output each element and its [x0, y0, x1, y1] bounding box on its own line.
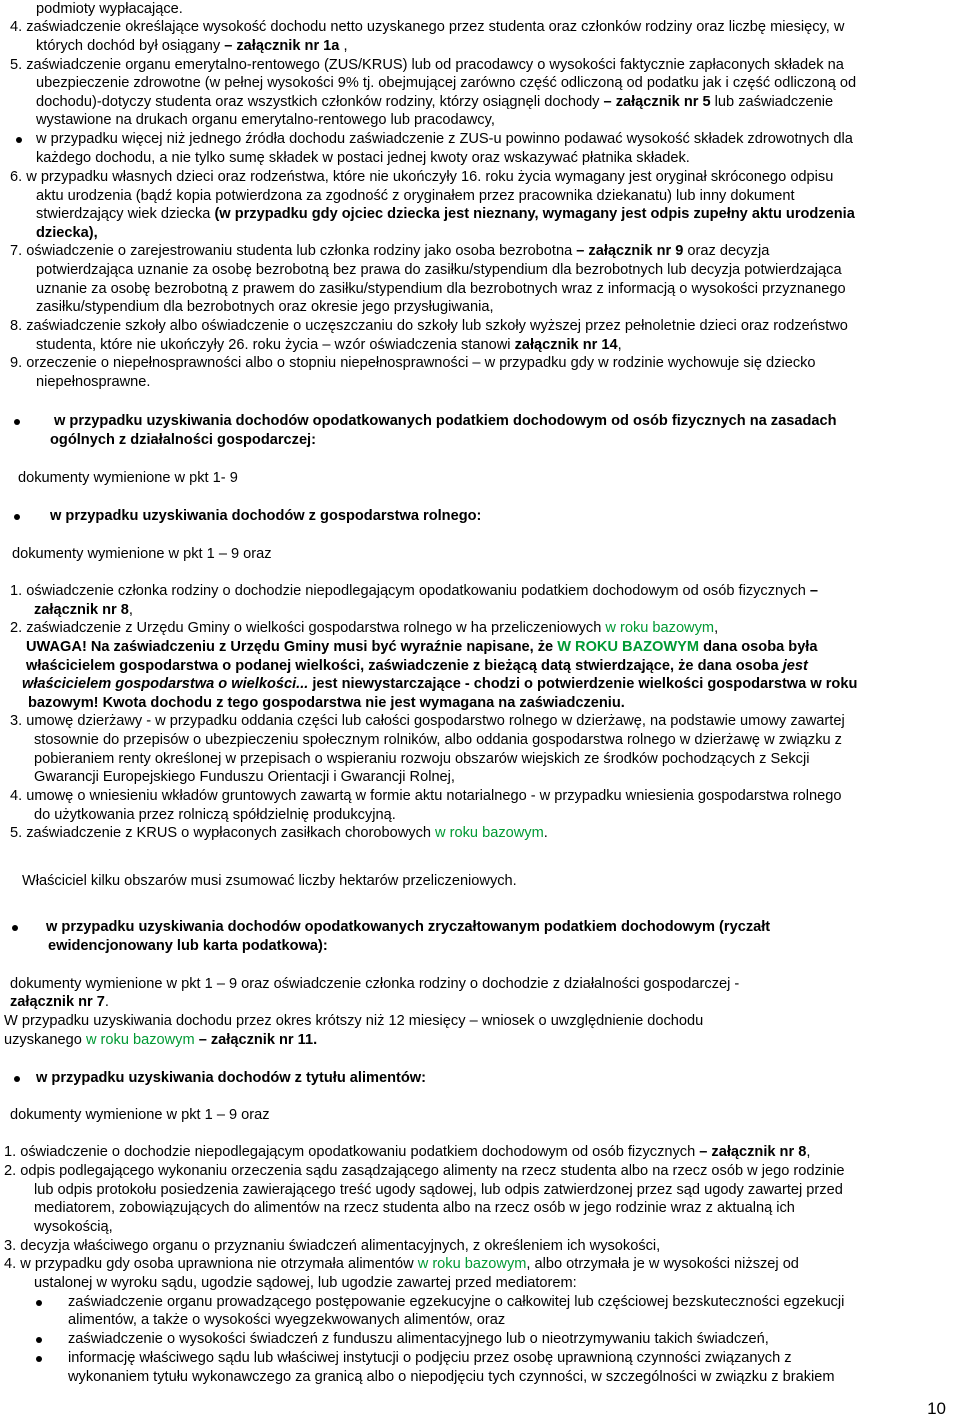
text-line [50, 431, 316, 450]
bullet-icon [12, 925, 18, 931]
text-run: załącznik nr 7 [10, 994, 105, 1010]
text-run: w przypadku uzyskiwania dochodów z gospodarstwa rolnego: [50, 508, 482, 524]
text-line [10, 582, 818, 601]
bullet-icon [36, 1300, 42, 1306]
text-run: mediatorem, zobowiązujących do alimentów na rzecz studenta albo na rzecz osób w jego rodzinie wraz z aktualną ich [34, 1200, 795, 1216]
text-line [10, 242, 769, 261]
text-run: . [104, 994, 109, 1010]
text-run: właścicielem gospodarstwa o wielkości... [22, 676, 309, 692]
text-line [50, 507, 481, 526]
text-run: ewidencjonowany lub karta podatkowa): [48, 938, 328, 954]
text-run: 9. orzeczenie o niepełnosprawności albo o stopniu niepełnosprawności – w przypadku gdy w rodzinie wychowuje się dziecko [10, 355, 816, 371]
text-line [36, 224, 98, 243]
text-run: (w przypadku gdy ojciec dziecka jest nieznany, wymagany jest odpis zupełny aktu urodzenia [214, 206, 855, 222]
text-line [34, 1199, 795, 1218]
text-line [34, 1181, 843, 1200]
text-run: aktu urodzenia (bądź kopia potwierdzona za zgodność z oryginałem przez pracownika dziekanatu) lub inny dokument [36, 188, 795, 204]
text-line [22, 872, 517, 891]
text-run: , [617, 337, 622, 353]
text-line [36, 111, 495, 130]
text-line [36, 37, 348, 56]
text-line [10, 824, 548, 843]
text-run: dokumenty wymienione w pkt 1 – 9 oraz [12, 546, 272, 562]
text-line [36, 373, 150, 392]
text-line [36, 336, 622, 355]
text-line [10, 1106, 270, 1125]
text-line [10, 993, 109, 1012]
text-run: niepełnosprawne. [36, 374, 151, 390]
text-line [4, 1143, 810, 1162]
text-line [46, 918, 770, 937]
text-line [36, 298, 494, 317]
text-line [10, 18, 844, 37]
text-run: informację właściwego sądu lub właściwej instytucji o podjęciu przez osobę uprawnioną czynności związanych z [68, 1350, 792, 1366]
text-line [34, 731, 842, 750]
text-run: w przypadku uzyskiwania dochodów z tytułu alimentów: [36, 1070, 427, 1086]
text-line [4, 1031, 317, 1050]
text-line [10, 56, 844, 75]
text-run: – załącznik nr 1a [224, 38, 340, 54]
text-run: w roku bazowym [435, 825, 544, 841]
text-run: ubezpieczenie zdrowotne (w pełnej wysokości 9% tj. obejmującej zarówno część odliczoną od podatku jak i część odliczoną od [36, 75, 857, 91]
text-line [26, 657, 808, 676]
text-line [36, 149, 690, 168]
text-run: zaświadczenie o wysokości świadczeń z funduszu alimentacyjnego lub o nieotrzymywaniu takich świadczeń, [68, 1331, 769, 1347]
text-run: w roku bazowym [85, 1032, 195, 1048]
text-run: ogólnych z działalności gospodarczej: [50, 432, 316, 448]
bullet-icon [14, 1076, 20, 1082]
text-line [36, 1069, 426, 1088]
text-run: . [543, 825, 548, 841]
text-run: dziecka), [36, 225, 98, 241]
text-run: , [714, 620, 719, 636]
text-line [36, 187, 795, 206]
text-run: w przypadku uzyskiwania dochodów opodatkowanych podatkiem dochodowym od osób fizycznych na zasadach [54, 413, 837, 429]
text-line [54, 412, 837, 431]
text-run: – załącznik nr 11. [198, 1032, 318, 1048]
text-line [18, 469, 238, 488]
text-run: wysokością, [34, 1219, 113, 1235]
text-line [10, 619, 718, 638]
text-run: 2. odpis podlegającego wykonaniu orzeczenia sądu zasądzającego alimenty na rzecz studenta albo na rzecz osób w jego rodzinie [4, 1163, 845, 1179]
text-run: – załącznik nr 5 [603, 94, 711, 110]
text-run: 5. zaświadczenie organu emerytalno-rentowego (ZUS/KRUS) lub od pracodawcy o wysokości faktycznie zapłaconych składek na [10, 57, 844, 73]
text-run: lub zaświadczenie [710, 94, 834, 110]
text-line [36, 205, 855, 224]
text-run: stosownie do przepisów o ubezpieczeniu społecznym rolników, albo oddania gospodarstwa rolnego w dzierżawę w związku z [34, 732, 842, 748]
text-line [4, 1237, 660, 1256]
text-line [68, 1368, 835, 1387]
text-run: dokumenty wymienione w pkt 1- 9 [18, 470, 238, 486]
text-run: Gwarancji Europejskiego Funduszu Orientacji i Gwarancji Rolnej, [34, 769, 455, 785]
text-run: jest niewystarczające - chodzi o potwierdzenie wielkości gospodarstwa w roku [308, 676, 858, 692]
text-run: – załącznik nr 8 [699, 1144, 807, 1160]
text-line [68, 1330, 769, 1349]
text-line [34, 1218, 113, 1237]
text-run: UWAGA! Na zaświadczeniu z Urzędu Gminy musi być wyraźnie napisane, że [26, 639, 558, 655]
text-line [10, 168, 833, 187]
text-run: których dochód był osiągany [36, 38, 225, 54]
text-run: 1. oświadczenie członka rodziny o dochodzie niepodlegającym opodatkowaniu podatkiem dochodowym od osób fizycznych [10, 583, 810, 599]
text-line [36, 74, 856, 93]
text-line [34, 806, 396, 825]
page-number: 10 [927, 1399, 946, 1418]
text-run: dana osoba była [699, 639, 818, 655]
text-run: zaświadczenie organu prowadzącego postępowanie egzekucyjne o całkowitej lub częściowej bezskuteczności egzekucji [68, 1294, 845, 1310]
text-run: 3. umowę dzierżawy - w przypadku oddania części lub całości gospodarstwo rolnego w dzierżawę, na podstawie umowy zawartej [10, 713, 845, 729]
bullet-icon [14, 514, 20, 520]
text-run: do użytkowania przez rolniczą spółdzielnię produkcyjną. [34, 807, 396, 823]
text-run: Właściciel kilku obszarów musi zsumować liczby hektarów przeliczeniowych. [22, 873, 517, 889]
text-line [10, 317, 848, 336]
text-line [22, 675, 857, 694]
text-run: uznanie za osobę bezrobotną z prawem do zasiłku/stypendium dla bezrobotnych wraz z informacją o wysokości przyznanego [36, 281, 846, 297]
text-run: 5. zaświadczenie z KRUS o wypłaconych zasiłkach chorobowych [10, 825, 436, 841]
text-run: lub odpis protokołu posiedzenia zawierającego treść ugody sądowej, lub odpis zatwierdzonej przez sąd ugody zawartej przed [34, 1182, 843, 1198]
bullet-icon [36, 1337, 42, 1343]
text-run: bazowym! Kwota dochodu z tego gospodarstwa nie jest wymagana na zaświadczeniu. [28, 695, 625, 711]
text-run: oraz decyzja [683, 243, 770, 259]
text-run: jest [782, 658, 808, 674]
text-run: – załącznik nr 9 [576, 243, 684, 259]
text-line [36, 93, 833, 112]
bullet-icon [16, 137, 22, 143]
text-run: studenta, które nie ukończyły 26. roku życia – wzór oświadczenia stanowi [36, 337, 515, 353]
text-line [34, 750, 809, 769]
text-line [34, 601, 133, 620]
text-line [10, 975, 739, 994]
text-run: podmioty wypłacające. [36, 1, 183, 17]
text-run: właścicielem gospodarstwa o podanej wielkości, zaświadczenie z bieżącą datą stwierdzające, że dana osoba [26, 658, 783, 674]
text-line [10, 354, 816, 373]
text-run: potwierdzająca uznanie za osobę bezrobotną bez prawa do zasiłku/stypendium dla bezrobotnych lub decyzja potwierdzająca [36, 262, 842, 278]
text-run: dokumenty wymienione w pkt 1 – 9 oraz oświadczenie członka rodziny o dochodzie z działalności gospodarczej - [10, 976, 740, 992]
text-run: w przypadku więcej niż jednego źródła dochodu zaświadczenie z ZUS-u powinno podawać wysokość składek zdrowotnych dla [36, 131, 853, 147]
text-run: 1. oświadczenie o dochodzie niepodlegającym opodatkowaniu podatkiem dochodowym od osób fizycznych [4, 1144, 700, 1160]
text-line [4, 1162, 844, 1181]
text-run: w przypadku uzyskiwania dochodów opodatkowanych zryczałtowanym podatkiem dochodowym (ryczałt [46, 919, 771, 935]
text-run: 3. decyzja właściwego organu o przyznaniu świadczeń alimentacyjnych, z określeniem ich wysokości, [4, 1238, 661, 1254]
text-run: 8. zaświadczenie szkoły albo oświadczenie o uczęszczaniu do szkoły lub szkoły wyższej przez pełnoletnie dzieci oraz rodzeństwo [10, 318, 848, 334]
text-line [34, 768, 455, 787]
text-line [10, 712, 845, 731]
text-line [4, 1012, 703, 1031]
text-line [4, 1255, 799, 1274]
bullet-icon [36, 1356, 42, 1362]
text-line [68, 1293, 844, 1312]
text-run: ustalonej w wyroku sądu, ugodzie sądowej, lub ugodzie zawartej przed mediatorem: [34, 1275, 577, 1291]
text-run: W przypadku uzyskiwania dochodu przez okres krótszy niż 12 miesięcy – wniosek o uwzględnienie dochodu [4, 1013, 704, 1029]
text-run: 6. w przypadku własnych dzieci oraz rodzeństwa, które nie ukończyły 16. roku życia wymagany jest oryginał skróconego odpisu [10, 169, 834, 185]
text-run: w roku bazowym [417, 1256, 527, 1272]
text-run: wystawione na drukach organu emerytalno-rentowego lub pracodawcy, [36, 112, 495, 128]
text-run: 2. zaświadczenie z Urzędu Gminy o wielkości gospodarstwa rolnego w ha przeliczeniowych [10, 620, 606, 636]
text-line [12, 545, 272, 564]
text-run: uzyskanego [4, 1032, 86, 1048]
text-run: , [128, 602, 133, 618]
text-line [28, 694, 625, 713]
text-run: W ROKU BAZOWYM [557, 639, 700, 655]
text-run: alimentów, a także o wysokości wyegzekwowanych alimentów, oraz [68, 1312, 506, 1328]
text-run: 4. w przypadku gdy osoba uprawniona nie otrzymała alimentów [4, 1256, 418, 1272]
text-line [26, 638, 817, 657]
text-run: załącznik nr 14 [514, 337, 618, 353]
bullet-icon [14, 419, 20, 425]
text-line [34, 1274, 577, 1293]
text-run: wykonaniem tytułu wykonawczego za granicą albo o niepodjęciu tych czynności, w szczególności w związku z brakiem [68, 1369, 835, 1385]
text-line [68, 1349, 792, 1368]
text-run: , [339, 38, 348, 54]
text-run: pobieraniem renty określonej w przepisach o wspieraniu rozwoju obszarów wiejskich ze środków pochodzących z Sekcji [34, 751, 810, 767]
text-run: załącznik nr 8 [34, 602, 129, 618]
text-run: 7. oświadczenie o zarejestrowaniu studenta lub członka rodziny jako osoba bezrobotna [10, 243, 577, 259]
text-line [10, 787, 841, 806]
text-run: dokumenty wymienione w pkt 1 – 9 oraz [10, 1107, 270, 1123]
text-line [48, 937, 328, 956]
text-run: dochodu)-dotyczy studenta oraz wszystkich członków rodziny, którzy osiągnęli dochody [36, 94, 604, 110]
text-run: stwierdzający wiek dziecka [36, 206, 215, 222]
text-run: każdego dochodu, a nie tylko sumę składek w postaci jednej kwoty oraz wskazywać płatnika składek. [36, 150, 690, 166]
text-line [36, 130, 853, 149]
text-run: 4. zaświadczenie określające wysokość dochodu netto uzyskanego przez studenta oraz członków rodziny oraz liczbę miesięcy, w [10, 19, 845, 35]
text-run: , albo otrzymała je w wysokości niższej od [526, 1256, 799, 1272]
text-run: – [809, 583, 819, 599]
text-run: , [806, 1144, 811, 1160]
text-line [36, 261, 842, 280]
text-line [36, 0, 183, 19]
text-line [36, 280, 846, 299]
text-run: zasiłku/stypendium dla bezrobotnych oraz okresie jego przysługiwania, [36, 299, 494, 315]
text-line [68, 1311, 505, 1330]
text-run: 4. umowę o wniesieniu wkładów gruntowych zawartą w formie aktu notarialnego - w przypadku wniesienia gospodarstwa rolnego [10, 788, 842, 804]
text-run: w roku bazowym [605, 620, 715, 636]
